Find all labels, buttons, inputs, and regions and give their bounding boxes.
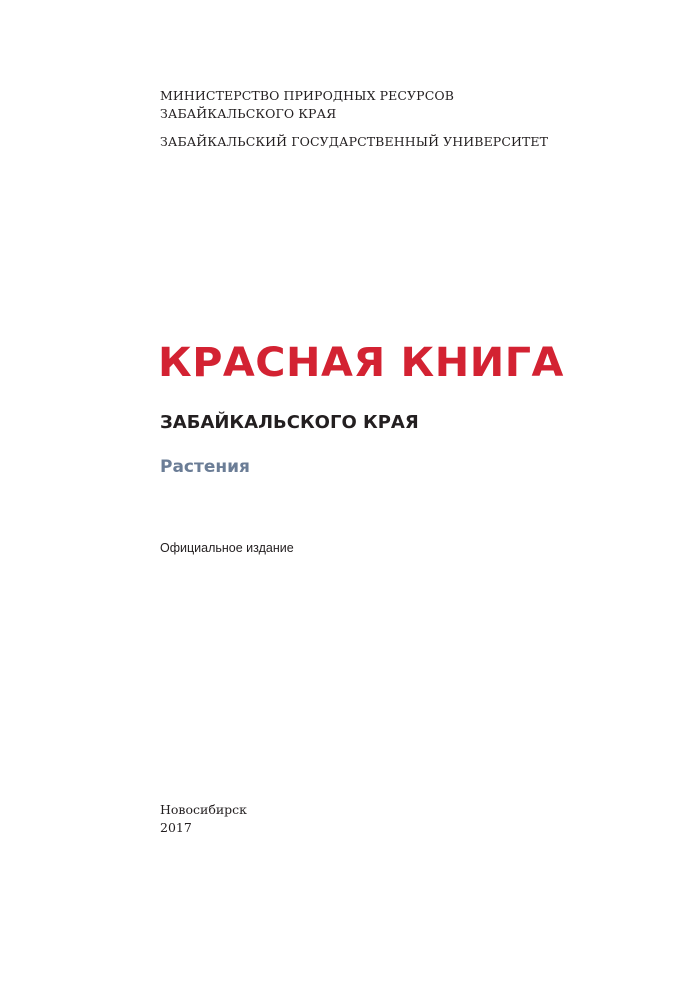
publisher-line-ministry: МИНИСТЕРСТВО ПРИРОДНЫХ РЕСУРСОВ bbox=[160, 88, 454, 103]
book-section: Растения bbox=[160, 457, 250, 477]
edition-note: Официальное издание bbox=[160, 541, 294, 555]
publisher-line-region: ЗАБАЙКАЛЬСКОГО КРАЯ bbox=[160, 106, 337, 121]
book-title: КРАСНАЯ КНИГА bbox=[158, 340, 564, 386]
imprint-city: Новосибирск bbox=[160, 802, 247, 817]
imprint-year: 2017 bbox=[160, 820, 192, 835]
book-subtitle: ЗАБАЙКАЛЬСКОГО КРАЯ bbox=[160, 412, 419, 433]
publisher-line-university: ЗАБАЙКАЛЬСКИЙ ГОСУДАРСТВЕННЫЙ УНИВЕРСИТЕТ bbox=[160, 134, 549, 149]
